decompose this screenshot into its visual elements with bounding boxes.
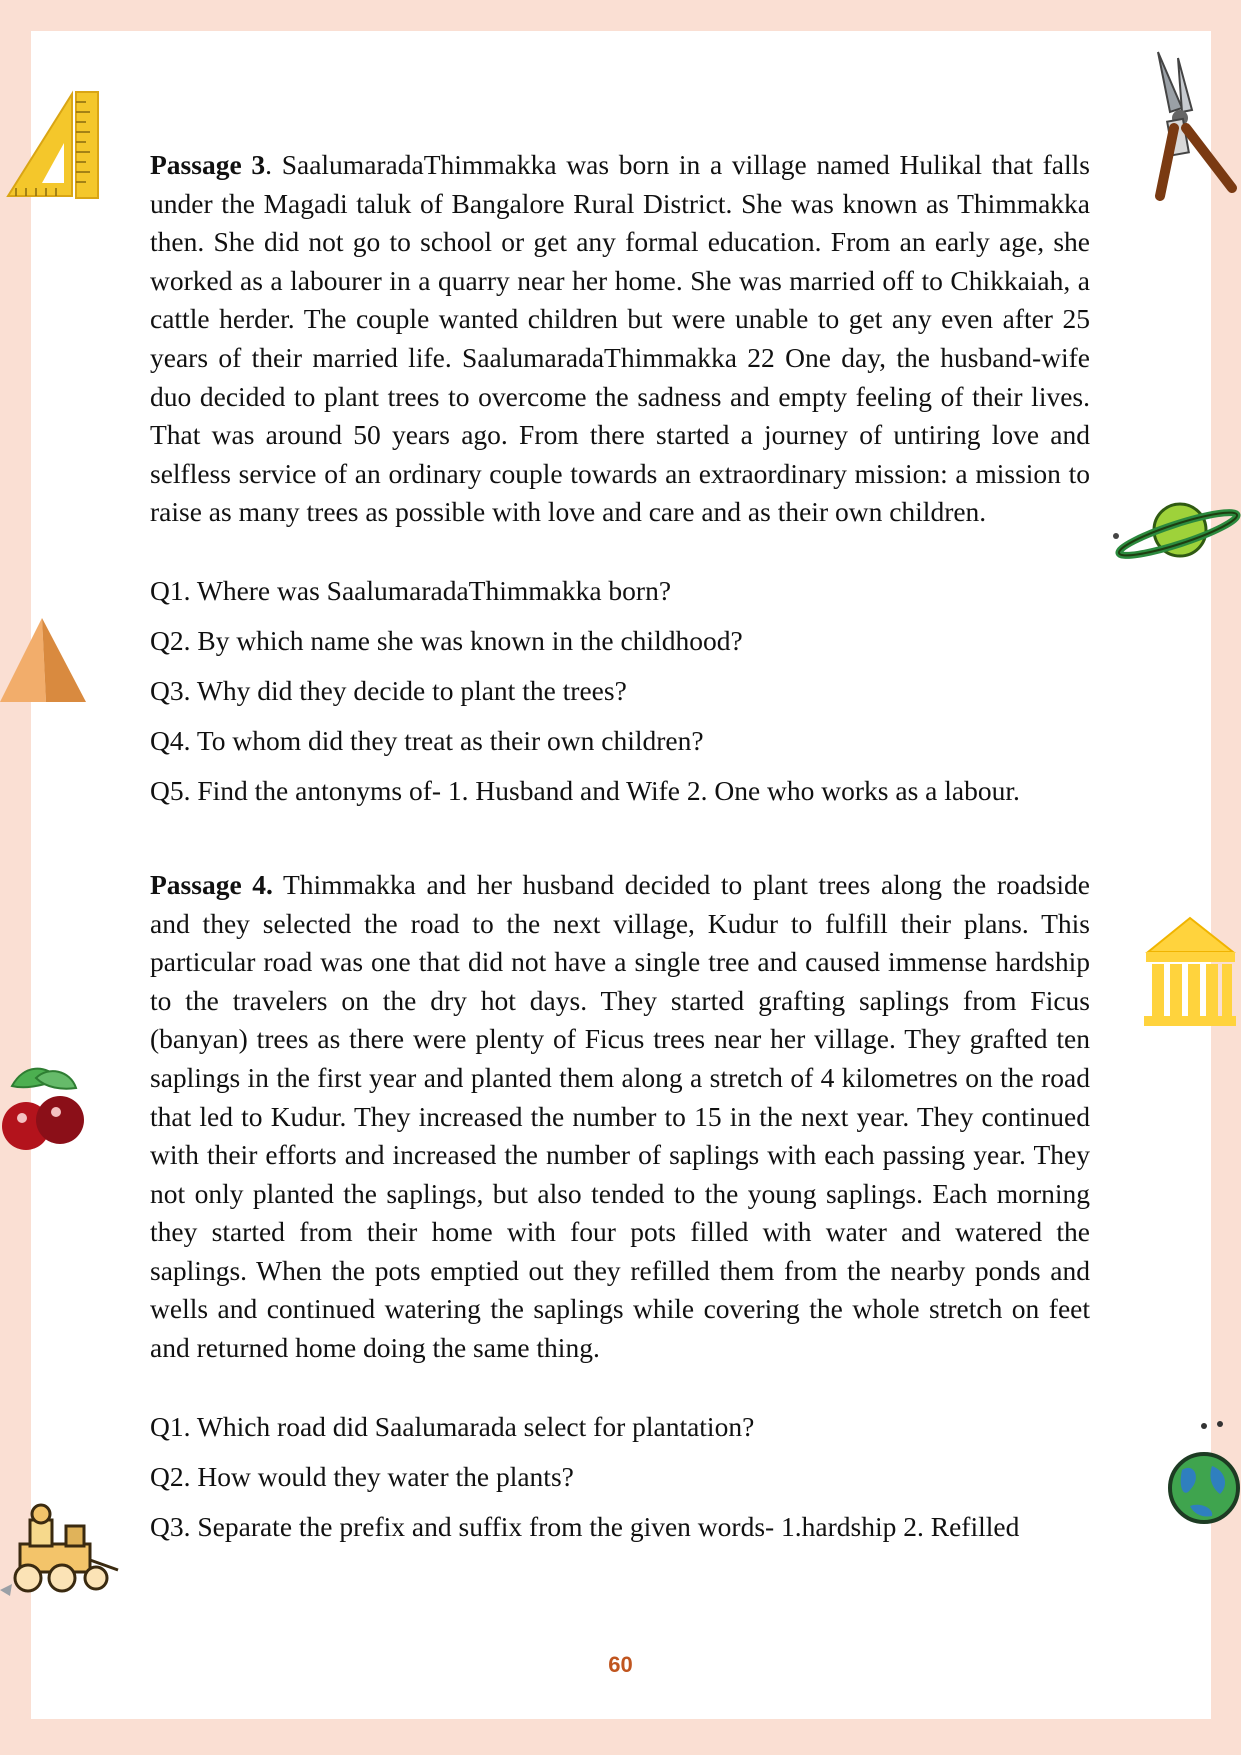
question-item: Q1. Which road did Saalumarada select for plantation?: [150, 1410, 755, 1442]
steam-locomotive-icon: [0, 1500, 125, 1600]
page-number: 60: [608, 1652, 633, 1677]
passage-4-text: Thimmakka and her husband decided to plant trees along the roadside and they selected the road to the next village, Kudur to fulfill their plans. This particular road was one that did not have a single tree and caused immense hardship to the travelers on the dry hot days. They started grafting saplings from Ficus (banyan) trees as there were plenty of Ficus trees near her village. They grafted ten saplings in the first year and planted them along a stretch of 4 kilometres on the road that led to Kudur. They increased the number to 15 in the next year. They continued with their efforts and increased the number of saplings with each passing year. They not only planted the saplings, but also tended to the young saplings. Each morning they started from their home with four pots filled with water and watered the saplings. When the pots emptied out they refilled them from the nearby ponds and wells and continued watering the saplings while covering the whole stretch on feet and returned home doing the same thing.: [150, 868, 1090, 1364]
question-item: Q2. By which name she was known in the childhood?: [150, 624, 743, 656]
passage-3: [150, 146, 1090, 532]
pruning-shears-icon: [1148, 48, 1240, 203]
passage-3-label: Passage 3: [150, 149, 266, 180]
question-item: Q4. To whom did they treat as their own children?: [150, 724, 704, 756]
question-item: Q2. How would they water the plants?: [150, 1460, 574, 1492]
passage-4-questions: [150, 1408, 1090, 1546]
globe-icon: [1160, 1418, 1241, 1528]
greek-temple-icon: [1140, 912, 1241, 1030]
question-item: Q3. Why did they decide to plant the trees?: [150, 674, 627, 706]
passage-4-label: Passage 4.: [150, 868, 273, 900]
passage-3-text: . SaalumaradaThimmakka was born in a village named Hulikal that falls under the Magadi taluk of Bangalore Rural District. She was known as Thimmakka then. She did not go to school or get any formal education. From an early age, she worked as a labourer in a quarry near her home. She was married off to Chikkaiah, a cattle herder. The couple wanted children but were unable to get any even after 25 years of their married life. SaalumaradaThimmakka 22 One day, the husband-wife duo decided to plant trees to overcome the sadness and empty feeling of their lives. That was around 50 years ago. From there started a journey of untiring love and selfless service of an ordinary couple towards an extraordinary mission: a mission to raise as many trees as possible with love and care and as their own children.: [150, 149, 1090, 528]
page-content: [150, 146, 1090, 1558]
ruler-triangle-icon: [2, 88, 102, 203]
passage-3-questions: [150, 572, 1090, 810]
pyramid-icon: [0, 616, 88, 706]
saturn-planet-icon: [1108, 496, 1241, 570]
cherries-icon: [2, 1060, 92, 1166]
passage-4: [150, 866, 1090, 1368]
question-item: Q3. Separate the prefix and suffix from the given words- 1.hardship 2. Refilled: [150, 1510, 1020, 1542]
question-item: Q5. Find the antonyms of- 1. Husband and Wife 2. One who works as a labour.: [150, 774, 1020, 806]
question-item: Q1. Where was SaalumaradaThimmakka born?: [150, 574, 672, 606]
